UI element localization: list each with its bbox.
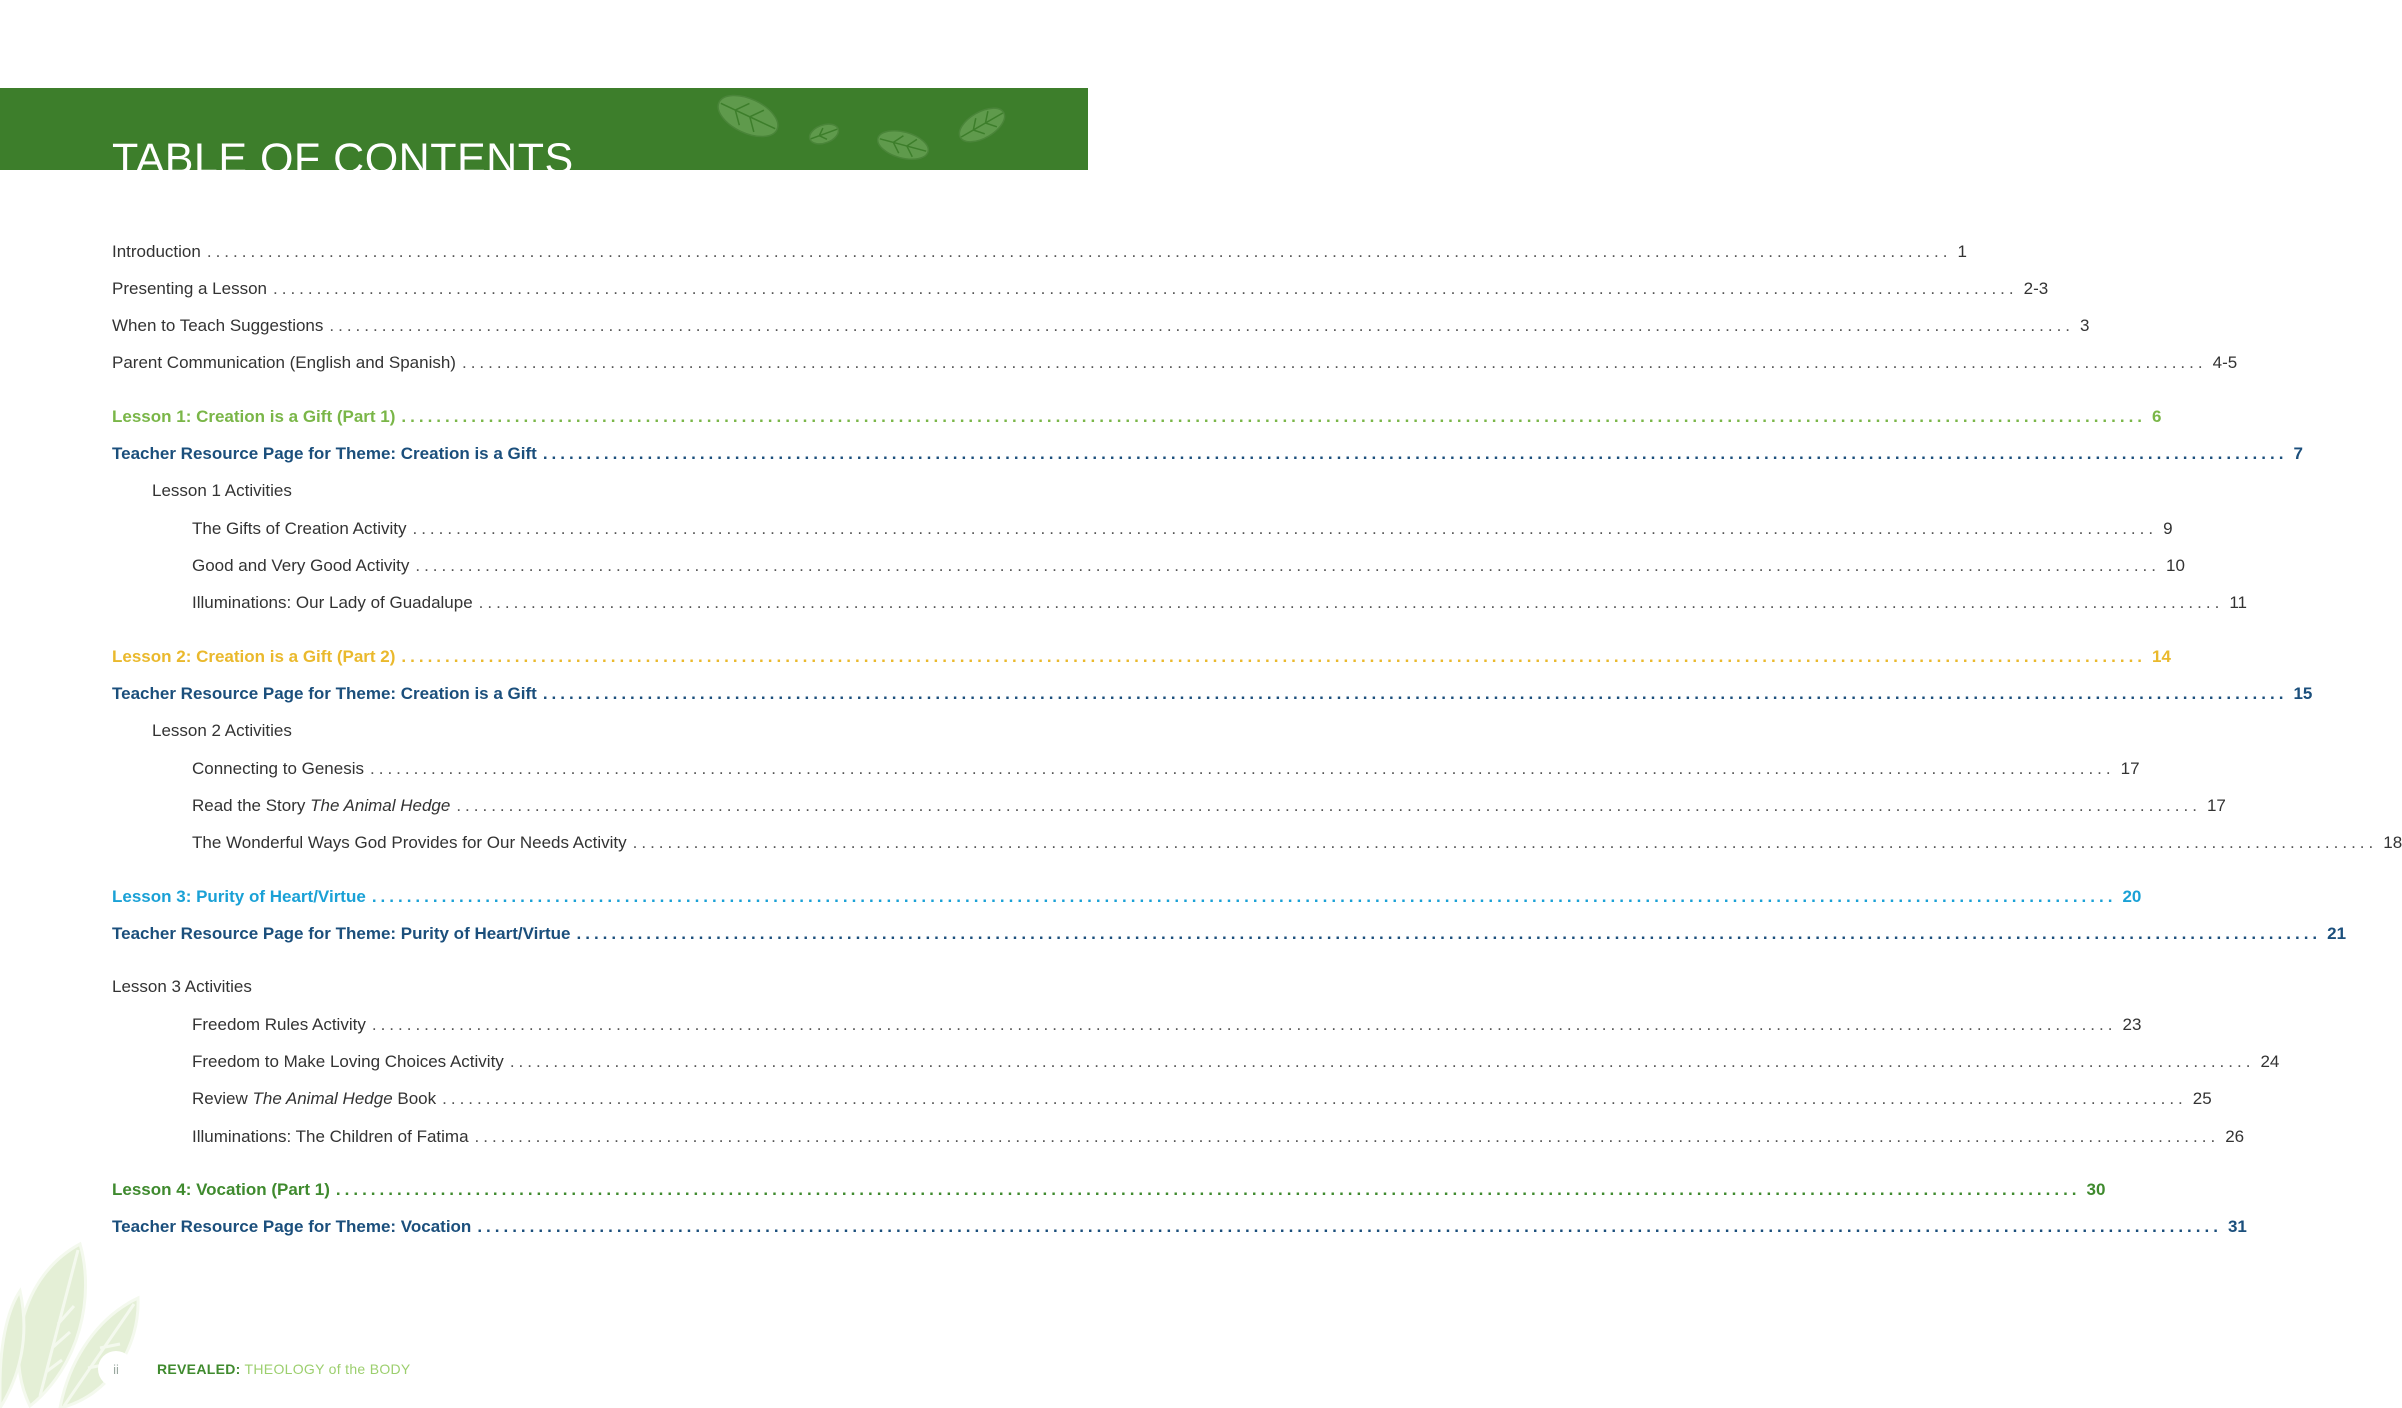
toc-entry-label-text: The Wonderful Ways God Provides for Our Needs Activity [192,833,627,852]
toc-entry-page: 4-5 [2212,353,2238,372]
toc-entry[interactable] [192,791,2226,817]
title-banner [0,88,1088,183]
toc-entry-page: 31 [2227,1217,2247,1236]
toc-entry-page: 14 [2152,647,2171,666]
toc-entry-label [192,555,409,577]
toc-entry[interactable] [152,716,976,742]
dot-leader: ........................................................................................................................................................................................................ [401,647,2147,666]
toc-entry[interactable] [192,1010,2142,1036]
toc-entry-label [152,720,292,742]
toc-entry-label-text: The Gifts of Creation Activity [192,519,407,538]
toc-entry[interactable] [112,1212,2247,1238]
toc-entry[interactable] [192,754,2140,780]
toc-entry-italic-title: The Animal Hedge [252,1089,393,1108]
toc-entry-page: 26 [2225,1127,2245,1146]
toc-entry-label [112,923,571,945]
toc-entry-page: 15 [2293,684,2313,703]
toc-entry-page: 25 [2192,1089,2212,1108]
dot-leader: ........................................................................................................................................................................................................ [329,316,2075,335]
toc-entry-label [192,1051,504,1073]
toc-entry-label [112,443,537,465]
toc-entry[interactable] [112,348,2238,374]
footer-brand [157,1361,411,1377]
toc-entry-label [112,886,366,908]
toc-entry[interactable] [112,882,2142,908]
brand-rest: THEOLOGY of the BODY [244,1361,411,1377]
dot-leader: ........................................................................................................................................................................................................ [442,1089,2187,1108]
toc-entry-label-text: Illuminations: Our Lady of Guadalupe [192,593,473,612]
toc-entry-label [192,1014,366,1036]
dot-leader: ........................................................................................................................................................................................................ [401,407,2147,426]
toc-entry-label [112,406,395,428]
toc-entry[interactable] [112,919,2347,945]
toc-entry-label-text: Lesson 1: Creation is a Gift (Part 1) [112,407,396,426]
toc-entry-page: 7 [2293,444,2303,463]
toc-entry[interactable] [112,237,1967,263]
dot-leader: ........................................................................................................................................................................................................ [477,1217,2222,1236]
toc-entry[interactable] [192,514,2173,540]
toc-entry-page: 30 [2086,1180,2106,1199]
toc-entry[interactable] [192,551,2185,577]
toc-entry-page: 2-3 [2023,279,2049,298]
toc-entry-label [112,241,201,263]
toc-entry-label [192,518,406,540]
toc-entry[interactable] [192,1047,2280,1073]
toc-entry[interactable] [192,588,2247,614]
toc-entry[interactable] [112,311,2090,337]
toc-entry-page: 1 [1957,242,1967,261]
toc-entry-label [192,1126,469,1148]
toc-entry-label-text: Teacher Resource Page for Theme: Creation is a Gift [112,684,537,703]
page-number [98,1351,134,1387]
toc-entry-label [192,592,473,614]
toc-entry-page: 17 [2206,796,2226,815]
toc-entry-label-text: Presenting a Lesson [112,279,267,298]
toc-entry-label [112,278,267,300]
toc-entry-label [112,646,395,668]
toc-entry-label-text: Lesson 4: Vocation (Part 1) [112,1180,330,1199]
toc-entry-label-text: Lesson 2: Creation is a Gift (Part 2) [112,647,396,666]
toc-entry-label-text: Read the Story [192,796,306,815]
toc-entry-label-text: Connecting to Genesis [192,759,364,778]
toc-entry-label [192,758,364,780]
toc-entry-label [192,1088,436,1110]
toc-entry-label [112,683,537,705]
dot-leader: ........................................................................................................................................................................................................ [371,1015,2117,1034]
toc-entry-label-text: Lesson 1 Activities [152,481,292,500]
toc-entry[interactable] [112,1175,2106,1201]
brand-bold: REVEALED: [157,1361,241,1377]
dot-leader: ........................................................................................................................................................................................................ [412,519,2158,538]
toc-entry-label [112,1216,471,1238]
toc-entry[interactable] [192,828,2402,854]
dot-leader: ........................................................................................................................................................................................................ [576,924,2322,943]
toc-entry-label [112,976,252,998]
toc-entry-label-text: Review [192,1089,248,1108]
dot-leader: ........................................................................................................................................................................................................ [478,593,2224,612]
toc-entry-label-text: When to Teach Suggestions [112,316,324,335]
toc-entry-page: 24 [2260,1052,2280,1071]
toc-entry[interactable] [112,642,2171,668]
dot-leader: ........................................................................................................................................................................................................ [461,353,2207,372]
toc-entry-label [192,795,450,817]
toc-entry-label-text: Teacher Resource Page for Theme: Vocation [112,1217,472,1236]
toc-entry-label-text: Lesson 3 Activities [112,977,252,996]
toc-entry[interactable] [192,1084,2212,1110]
toc-entry-label [112,315,323,337]
toc-entry-page: 18 [2383,833,2402,852]
dot-leader: ........................................................................................................................................................................................................ [335,1180,2081,1199]
toc-entry-label-text: Teacher Resource Page for Theme: Creation is a Gift [112,444,537,463]
toc-entry-page: 21 [2327,924,2347,943]
toc-entry-label-text: Introduction [112,242,201,261]
dot-leader: ........................................................................................................................................................................................................ [273,279,2018,298]
toc-entry-page: 11 [2229,593,2247,612]
toc-entry[interactable] [112,972,976,998]
page-number-text: ii [113,1361,119,1377]
dot-leader: ........................................................................................................................................................................................................ [370,759,2115,778]
toc-entry-label-text: Freedom Rules Activity [192,1015,366,1034]
toc-entry-label [112,1179,330,1201]
toc-entry-page: 6 [2152,407,2162,426]
page-title: TABLE OF CONTENTS [112,134,574,183]
toc-entry-label-text: Lesson 2 Activities [152,721,292,740]
toc-entry-label-text: Illuminations: The Children of Fatima [192,1127,469,1146]
dot-leader: ........................................................................................................................................................................................................ [371,887,2117,906]
toc-entry[interactable] [192,1122,2245,1148]
toc-entry-label-text: Good and Very Good Activity [192,556,410,575]
toc-entry-italic-title: The Animal Hedge [310,796,451,815]
toc-entry[interactable] [112,402,2162,428]
dot-leader: ........................................................................................................................................................................................................ [474,1127,2220,1146]
toc-entry-page: 9 [2163,519,2173,538]
toc-entry[interactable] [112,439,2303,465]
toc-entry[interactable] [152,476,976,502]
toc-entry-page: 3 [2080,316,2090,335]
toc-entry-label-text: Lesson 3: Purity of Heart/Virtue [112,887,366,906]
toc-entry-label-text: Teacher Resource Page for Theme: Purity of Heart/Virtue [112,924,571,943]
toc-entry[interactable] [112,274,2049,300]
toc-entry[interactable] [112,679,2313,705]
toc-entry-label [112,352,456,374]
toc-entry-label-text: Freedom to Make Loving Choices Activity [192,1052,504,1071]
dot-leader: ........................................................................................................................................................................................................ [542,444,2288,463]
dot-leader: ........................................................................................................................................................................................................ [415,556,2160,575]
toc-entry-label-suffix: Book [397,1089,437,1108]
toc-entry-page: 20 [2122,887,2142,906]
dot-leader: ........................................................................................................................................................................................................ [632,833,2378,852]
toc-entry-label [192,832,627,854]
toc-entry-label [152,480,292,502]
dot-leader: ........................................................................................................................................................................................................ [206,242,1952,261]
toc-entry-label-text: Parent Communication (English and Spanish) [112,353,456,372]
toc-entry-page: 10 [2166,556,2185,575]
dot-leader: ........................................................................................................................................................................................................ [542,684,2288,703]
dot-leader: ........................................................................................................................................................................................................ [509,1052,2255,1071]
dot-leader: ........................................................................................................................................................................................................ [456,796,2201,815]
toc-entry-page: 23 [2122,1015,2142,1034]
toc-entry-page: 17 [2120,759,2140,778]
